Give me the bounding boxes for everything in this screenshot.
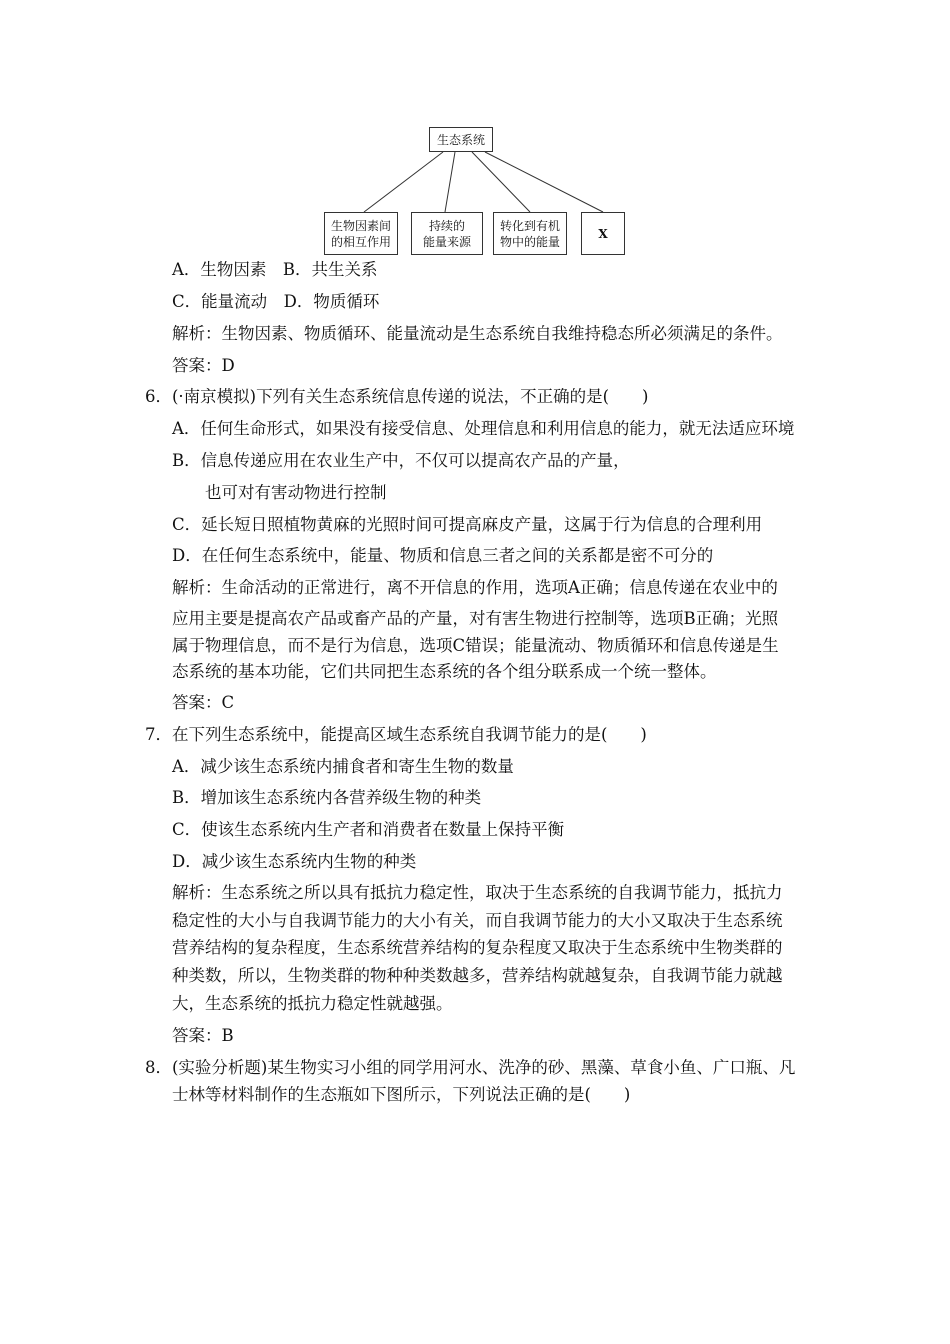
q6-option-c: C．延长短日照植物黄麻的光照时间可提高麻皮产量，这属于行为信息的合理利用 xyxy=(172,515,763,534)
q7-analysis-line: 营养结构的复杂程度，生态系统营养结构的复杂程度又取决于生态系统中生物类群的 xyxy=(172,938,783,957)
q5-analysis: 解析：生物因素、物质循环、能量流动是生态系统自我维持稳态所必须满足的条件。 xyxy=(172,324,783,343)
diagram-node-label: 持续的 xyxy=(428,218,465,233)
q5-option-cd: C．能量流动 D．物质循环 xyxy=(172,292,380,311)
q6-answer: 答案：C xyxy=(172,693,235,712)
diagram-node-organic-energy xyxy=(493,212,567,255)
q6-option-a: A．任何生命形式，如果没有接受信息、处理信息和利用信息的能力，就无法适应环境 xyxy=(172,419,795,438)
diagram-node-label: 的相互作用 xyxy=(330,234,391,249)
diagram-node-x xyxy=(581,212,625,255)
q6-analysis-line: 应用主要是提高农产品或畜产品的产量，对有害生物进行控制等，选项B正确；光照 xyxy=(172,609,779,628)
q6-analysis-line: 态系统的基本功能，它们共同把生态系统的各个组分联系成一个统一整体。 xyxy=(172,662,717,681)
q6-option-b: B．信息传递应用在农业生产中，不仅可以提高农产品的产量， xyxy=(172,451,630,470)
q7-option-c: C．使该生态系统内生产者和消费者在数量上保持平衡 xyxy=(172,820,565,839)
q6-option-b-cont: 也可对有害动物进行控制 xyxy=(205,483,387,502)
ecosystem-diagram xyxy=(0,0,950,270)
q7-answer: 答案：B xyxy=(172,1026,234,1045)
q8-stem: 8．(实验分析题)某生物实习小组的同学用河水、洗净的砂、黑藻、草食小鱼、广口瓶、凡 xyxy=(145,1058,796,1077)
q7-option-b: B．增加该生态系统内各营养级生物的种类 xyxy=(172,788,482,807)
q7-analysis-line: 大，生态系统的抵抗力稳定性就越强。 xyxy=(172,994,453,1013)
q7-analysis-line: 解析：生态系统之所以具有抵抗力稳定性，取决于生态系统的自我调节能力，抵抗力 xyxy=(172,883,783,902)
q6-analysis-line: 解析：生命活动的正常进行，离不开信息的作用，选项A正确；信息传递在农业中的 xyxy=(172,578,778,597)
q6-stem: 6．(·南京模拟)下列有关生态系统信息传递的说法，不正确的是( ) xyxy=(145,387,649,406)
diagram-node-interaction xyxy=(324,212,398,255)
q8-stem-cont: 士林等材料制作的生态瓶如下图所示，下列说法正确的是( ) xyxy=(172,1085,631,1104)
q6-analysis-line: 属于物理信息，而不是行为信息，选项C错误；能量流动、物质循环和信息传递是生 xyxy=(172,636,779,655)
q7-analysis-line: 稳定性的大小与自我调节能力的大小有关，而自我调节能力的大小又取决于生态系统 xyxy=(172,911,783,930)
q7-option-a: A．减少该生态系统内捕食者和寄生生物的数量 xyxy=(172,757,514,776)
q7-analysis-line: 种类数，所以，生物类群的物种种类数越多，营养结构就越复杂，自我调节能力就越 xyxy=(172,966,783,985)
diagram-root-node xyxy=(429,127,493,152)
diagram-node-label: 生物因素间 xyxy=(330,218,391,233)
q5-answer: 答案：D xyxy=(172,356,235,375)
q7-option-d: D．减少该生态系统内生物的种类 xyxy=(172,852,417,871)
diagram-node-energy-source xyxy=(411,212,483,255)
diagram-node-label: 转化到有机 xyxy=(499,218,560,233)
q5-option-ab: A．生物因素 B．共生关系 xyxy=(172,260,378,279)
q6-option-d: D．在任何生态系统中，能量、物质和信息三者之间的关系都是密不可分的 xyxy=(172,546,714,565)
diagram-node-label: X xyxy=(598,226,608,241)
diagram-node-label: 能量来源 xyxy=(422,234,471,249)
diagram-root-label: 生态系统 xyxy=(436,132,485,147)
diagram-node-label: 物中的能量 xyxy=(499,234,560,249)
q7-stem: 7．在下列生态系统中，能提高区域生态系统自我调节能力的是( ) xyxy=(145,725,647,744)
